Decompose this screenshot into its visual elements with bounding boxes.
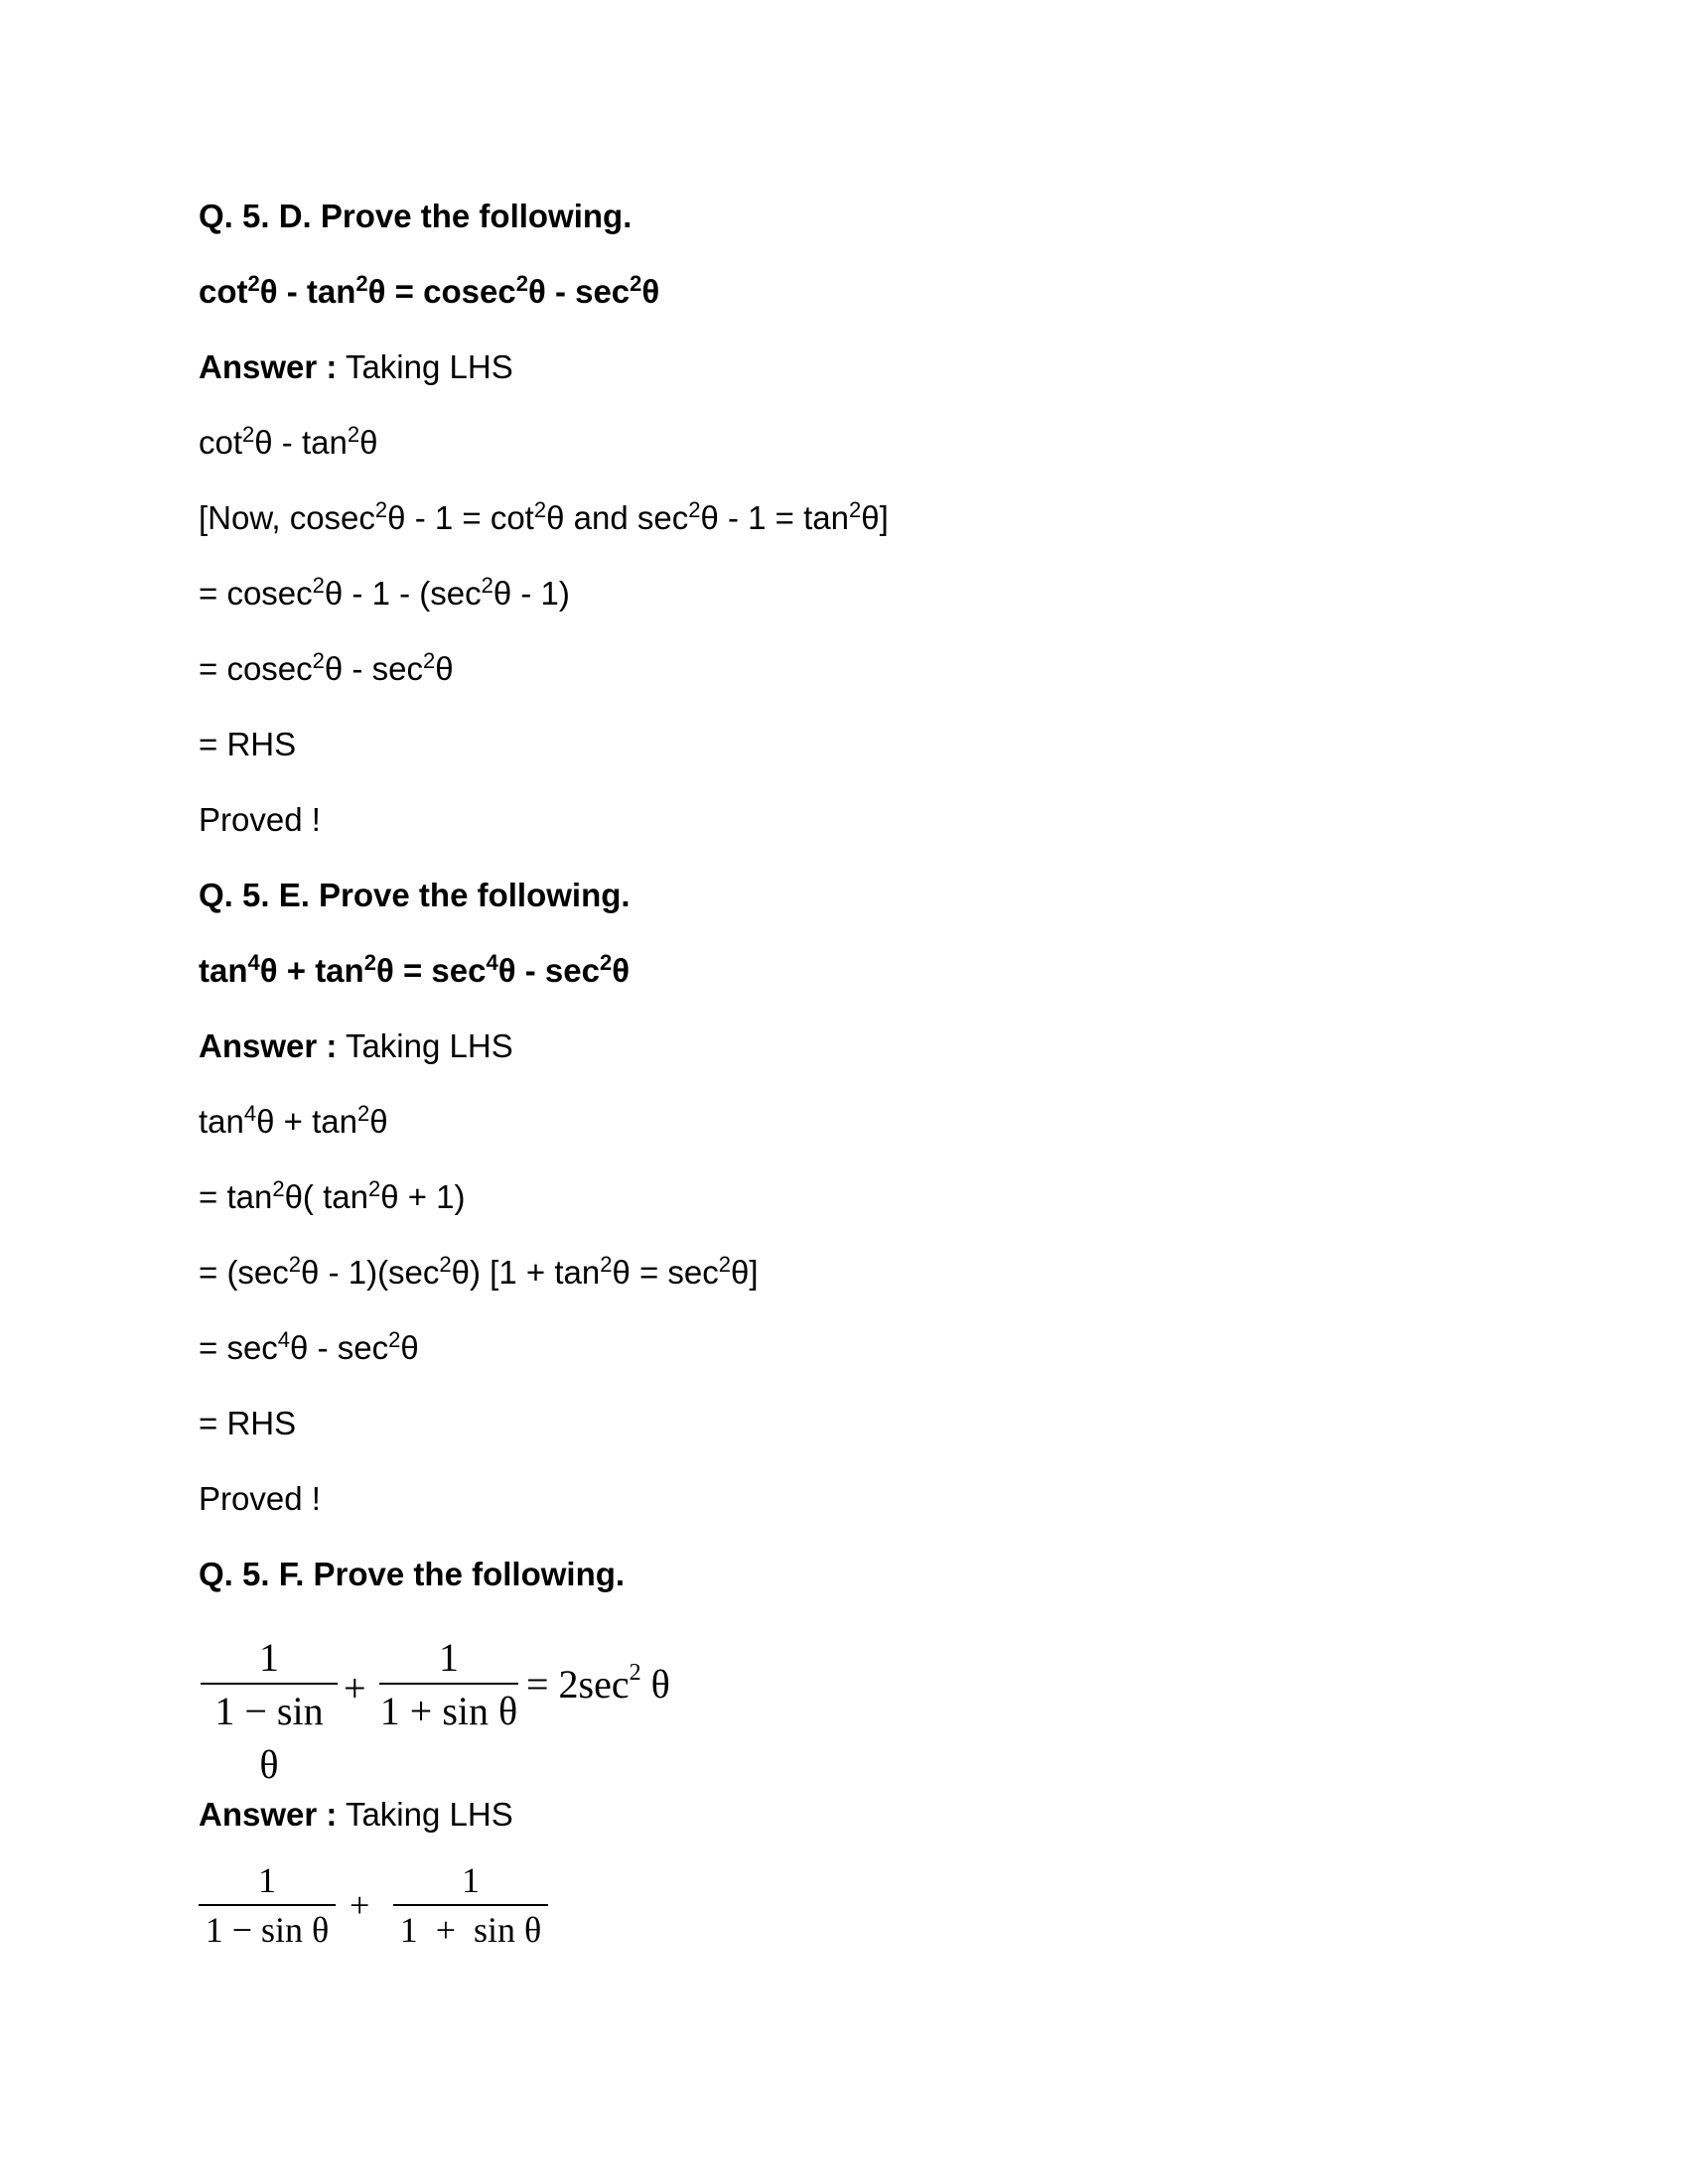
answer-line: Answer : Taking LHS bbox=[199, 348, 513, 385]
proof-step: = $\tan^2\theta$( $\tan^2\theta + 1$) bbox=[199, 1176, 466, 1215]
numerator: 1 bbox=[462, 1860, 480, 1900]
question-heading: Q. 5. E. Prove the following. bbox=[199, 877, 631, 913]
fraction-term bbox=[393, 1856, 548, 1954]
proof-conclusion: Proved ! bbox=[199, 801, 321, 838]
fraction-term bbox=[201, 1633, 338, 1787]
proof-step: [Now, $cosec^2\theta - 1 = \cot^2\theta$ and $\sec^2\theta - 1 = \tan^2\theta$] bbox=[199, 497, 889, 536]
fraction-term bbox=[199, 1856, 336, 1954]
proof-step: = RHS bbox=[199, 726, 297, 762]
proof-step: = RHS bbox=[199, 1405, 297, 1441]
denominator: 1 − sin θ bbox=[205, 1910, 330, 1950]
denominator: 1 − sin θ bbox=[214, 1689, 324, 1787]
answer-line: Answer : Taking LHS bbox=[199, 1027, 513, 1064]
numerator: 1 bbox=[259, 1635, 279, 1680]
proof-step: $\cot^2\theta - \tan^2\theta$ bbox=[199, 422, 378, 461]
proof-step: $\tan^4\theta + \tan^2\theta$ bbox=[199, 1101, 388, 1140]
plus-sign: + bbox=[350, 1885, 370, 1925]
numerator: 1 bbox=[258, 1860, 276, 1900]
equation-statement: $\tan^4\theta + \tan^2\theta = \sec^4\theta - \sec^2\theta$ bbox=[199, 950, 631, 989]
fraction-equation bbox=[199, 1633, 715, 1787]
proof-step: = $cosec^2\theta - 1 - (\sec^2\theta - 1)$ bbox=[199, 573, 570, 612]
proof-step: = $(\sec^2\theta - 1)(\sec^2\theta) [1 + \tan^2\theta = \sec^2\theta]$ bbox=[199, 1252, 759, 1291]
equation-statement: $\cot^2\theta - \tan^2\theta = cosec^2\theta - \sec^2\theta$ bbox=[199, 271, 660, 310]
question-heading: Q. 5. F. Prove the following. bbox=[199, 1556, 626, 1592]
denominator: 1 + sin θ bbox=[399, 1910, 542, 1950]
proof-conclusion: Proved ! bbox=[199, 1480, 321, 1517]
proof-step: = $\sec^4\theta - \sec^2\theta$ bbox=[199, 1327, 419, 1366]
numerator: 1 bbox=[439, 1635, 459, 1680]
question-heading: Q. 5. D. Prove the following. bbox=[199, 198, 633, 234]
plus-sign: + bbox=[344, 1666, 366, 1710]
lhs-expression bbox=[199, 1856, 596, 1966]
fraction-term bbox=[379, 1633, 518, 1738]
answer-line: Answer : Taking LHS bbox=[199, 1796, 513, 1833]
proof-step: = $cosec^2\theta - \sec^2\theta$ bbox=[199, 648, 454, 687]
denominator: 1 + sin θ bbox=[379, 1689, 518, 1733]
equation-rhs: = $2\sec^2$ θ bbox=[526, 1660, 670, 1706]
